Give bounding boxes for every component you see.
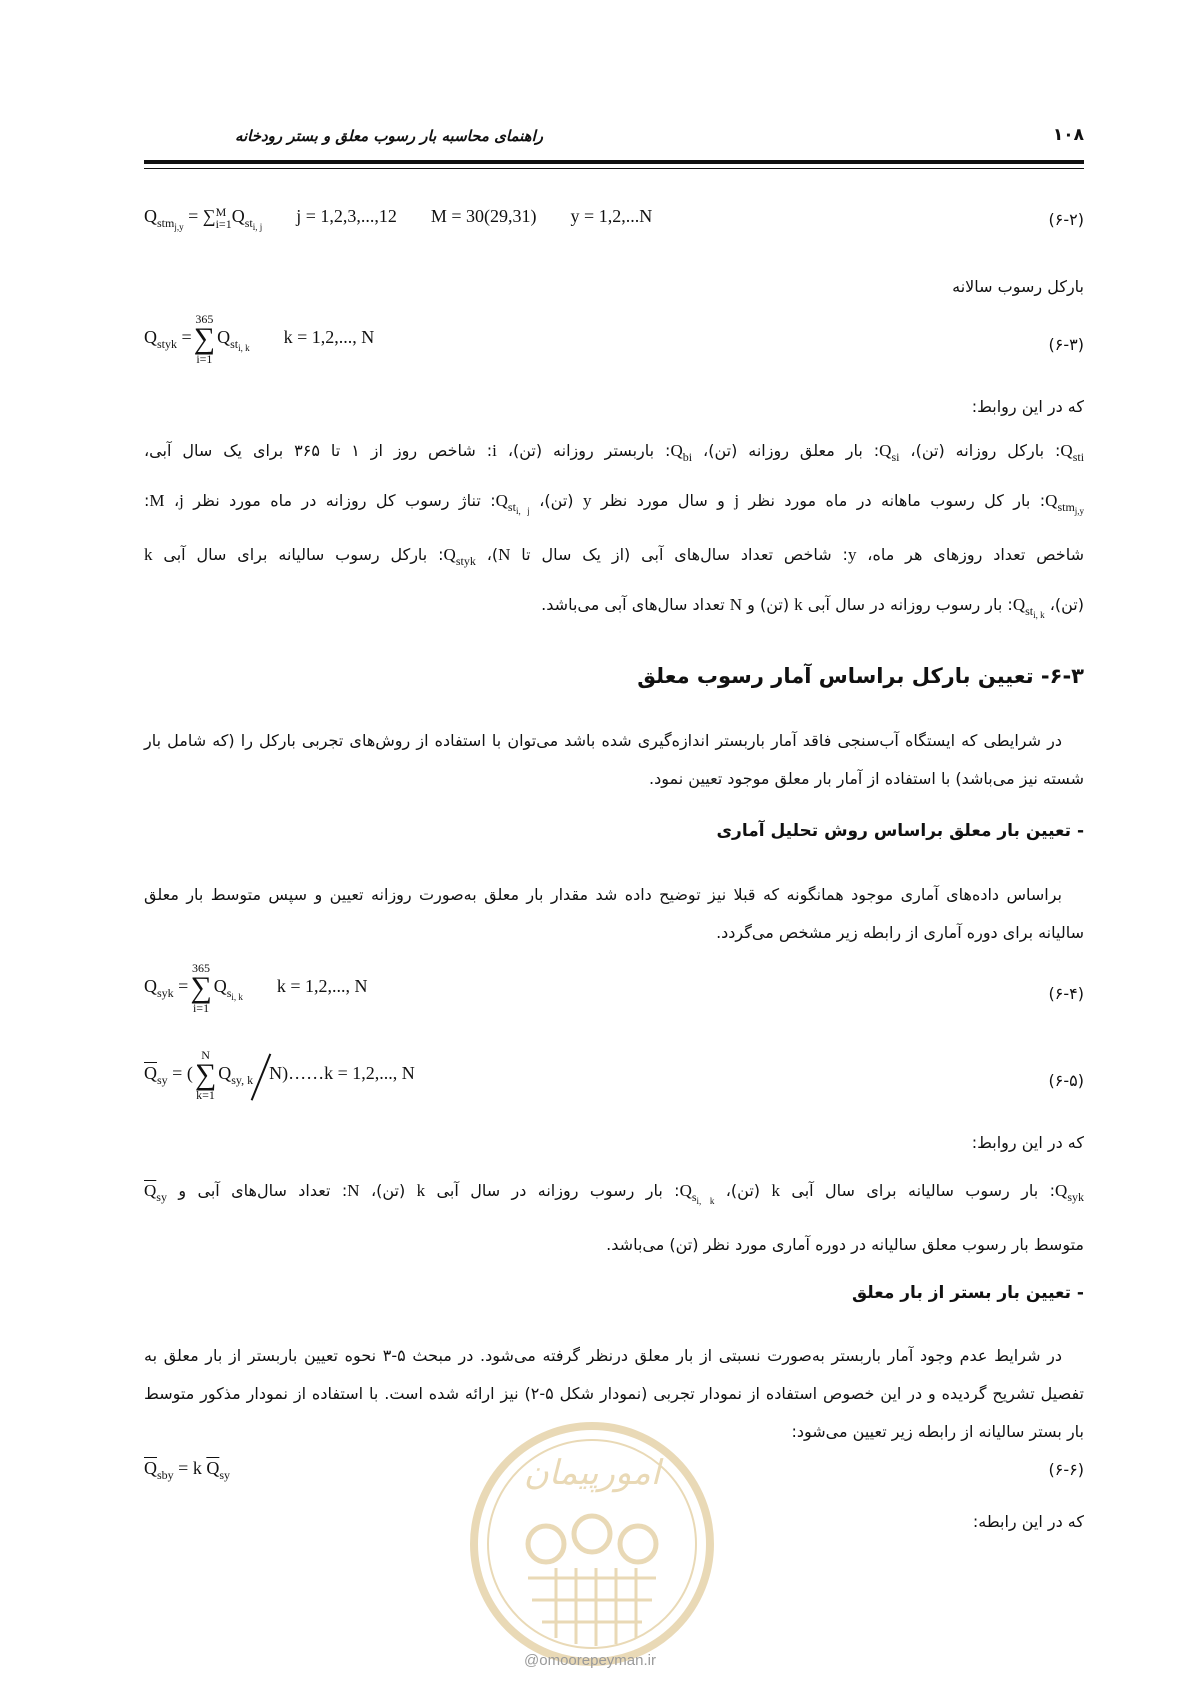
def-qbi-text: : باربستر روزانه (تن)، <box>496 441 671 460</box>
eq2-lhs-subsub: j,y <box>174 222 184 233</box>
def-qst-subsub: i, j <box>515 506 530 516</box>
subheading-suspended-load: - تعیین بار معلق براساس روش تحلیل آماری <box>716 821 1084 841</box>
eq2-upper-limit: M <box>215 205 227 219</box>
def2-k-symbol: k <box>771 1181 780 1200</box>
eq3-lower-limit: i=1 <box>196 352 213 366</box>
def2-qs-symbol: Q <box>679 1181 692 1200</box>
eq3-lhs-symbol: Q <box>144 327 157 348</box>
page-number: ۱۰۸ <box>1052 125 1084 145</box>
watermark-text: امورپیمان <box>523 1453 661 1493</box>
def-k-symbol: k <box>144 545 153 564</box>
def-y2-symbol: y <box>847 545 857 564</box>
def2-qs-sub: s <box>691 1190 697 1204</box>
def-m-colon: : <box>144 491 150 510</box>
def-k2-text: (تن) و <box>742 595 795 614</box>
def2-qsyk-text: : بار رسوب سالیانه برای سال آبی <box>779 1181 1056 1200</box>
def-qstyk-sub: styk <box>455 554 476 568</box>
subheading-bed-load: - تعیین بار بستر از بار معلق <box>851 1283 1084 1303</box>
def2-qs-subsub: i, k <box>696 1196 715 1206</box>
def-y-text: (تن)، <box>529 491 583 510</box>
eq4-term-sub: s <box>226 986 232 1001</box>
eq4-term-symbol: Q <box>213 976 227 997</box>
eq2-term-subsub: i, j <box>252 222 263 233</box>
def-m-text: شاخص تعداد روزهای هر ماه، <box>856 545 1084 564</box>
eq5-term-sub: sy, k <box>231 1073 254 1088</box>
def2-qsy-symbol: $\overline{Q}$ <box>144 1181 157 1200</box>
def-qstik-subsub: i, k <box>1033 610 1045 620</box>
eq3-lhs-sub: styk <box>157 337 178 352</box>
watermark-seal-logo <box>466 1418 718 1670</box>
header-rule-thick <box>144 160 1084 164</box>
def-i-symbol: i <box>492 441 497 460</box>
eq4-sigma-symbol: ∑ <box>190 971 212 1004</box>
eq4-lower-limit: i=1 <box>192 1001 210 1015</box>
def-qstm-sub: stm <box>1057 500 1075 514</box>
eq4-lhs-sub: syk <box>157 986 174 1001</box>
eq4-lhs-symbol: Q <box>144 976 157 997</box>
eq4-term-subsub: i, k <box>231 992 243 1003</box>
eq5-lhs-sub: sy <box>157 1073 168 1088</box>
eq3-sigma <box>194 313 215 365</box>
eq2-term-symbol: Q <box>231 206 245 227</box>
equation-6-6-math <box>144 1458 230 1483</box>
eq4-upper-limit: 365 <box>192 961 211 975</box>
definitions-block-1 <box>144 432 1084 634</box>
definitions-1-line-3 <box>144 536 1084 580</box>
definitions-1-line-4 <box>144 586 1084 634</box>
eq5-lower-limit: k=1 <box>196 1088 215 1102</box>
eq6-term-symbol: $\overline{Q}$ <box>206 1458 220 1478</box>
section-heading <box>144 664 1084 688</box>
section-title: تعیین بارکل براساس آمار رسوب معلق <box>637 664 1041 688</box>
eq3-upper-limit: 365 <box>195 312 214 326</box>
def2-qsyk-sub: syk <box>1067 1190 1084 1204</box>
def-k2-symbol: k <box>794 595 803 614</box>
eq5-upper-limit: N <box>201 1048 210 1062</box>
paragraph-1: در شرایطی که ایستگاه آب‌سنجی فاقد آمار باربستر اندازه‌گیری شده باشد می‌توان با استفاده از روش‌های تجربی بارکل را (که شامل بار شسته نیز می‌باشد) با استفاده از آمار بار معلق موجود تعیین نمود. <box>144 731 1084 788</box>
where-label-3: که در این رابطه: <box>972 1512 1084 1531</box>
def2-n-symbol: N <box>347 1181 360 1200</box>
def2-k-text: (تن)، <box>714 1181 772 1200</box>
equation-6-2-number: (۶-۲) <box>1048 210 1084 229</box>
def-qsi-symbol: Q <box>879 441 892 460</box>
def2-k2-text: (تن)، <box>359 1181 417 1200</box>
eq2-lower-limit: i=1 <box>215 217 232 231</box>
definitions-2-line-1 <box>144 1172 1084 1220</box>
def-qstik-symbol: Q <box>1012 595 1026 614</box>
eq3-term-sub: st <box>230 337 239 352</box>
def-n2-symbol: N <box>729 595 743 614</box>
eq3-term-symbol: Q <box>217 327 231 348</box>
eq3-range: k = 1,2,..., N <box>283 327 375 348</box>
def-separator: ، <box>164 491 180 510</box>
paragraph-2: براساس داده‌های آماری موجود همانگونه که قبلا نیز توضیح داده شد مقدار بار معلق به‌صورت روزانه تعیین و سپس متوسط بار معلق سالیانه برای دوره آماری از رابطه زیر مشخص می‌گردد. <box>144 885 1084 942</box>
def-qstik-text: : بار رسوب روزانه در سال آبی <box>802 595 1013 614</box>
eq4-sigma <box>190 962 211 1014</box>
eq5-equals: = ( <box>167 1063 193 1084</box>
def2-qs-text: : بار رسوب روزانه در سال آبی <box>425 1181 680 1200</box>
def2-n-text: : تعداد سال‌های آبی و <box>166 1181 348 1200</box>
def-m-symbol: M <box>149 491 165 510</box>
eq5-division-slash <box>253 1052 269 1098</box>
eq6-rhs: = k <box>173 1458 207 1478</box>
def2-qsy-sub: sy <box>156 1190 167 1204</box>
equation-6-2-math <box>144 206 652 232</box>
eq2-range-y: y = 1,2,...N <box>570 206 653 227</box>
eq2-lhs-symbol: Q <box>144 206 157 227</box>
eq4-range: k = 1,2,..., N <box>276 976 368 997</box>
def-qst-symbol: Q <box>495 491 508 510</box>
eq3-term-subsub: i, k <box>238 343 250 354</box>
definitions-1-line-1 <box>144 432 1084 476</box>
eq5-sigma-symbol: ∑ <box>194 1058 217 1091</box>
eq6-lhs-symbol: $\overline{Q}$ <box>144 1458 157 1478</box>
def-qst-sub: st <box>507 500 516 514</box>
def-qst-text: : تناژ رسوب کل روزانه در ماه مورد نظر <box>183 491 496 510</box>
def-qsti-text: : بارکل روزانه (تن)، <box>899 441 1061 460</box>
eq5-tail: N)……k = 1,2,..., N <box>269 1063 415 1084</box>
def-n2-text: تعداد سال‌های آبی می‌باشد. <box>541 595 730 614</box>
def-qstm-text: : بار کل رسوب ماهانه در ماه مورد نظر <box>739 491 1046 510</box>
def-qsi-text: : بار معلق روزانه (تن)، <box>692 441 880 460</box>
eq5-sigma <box>195 1049 216 1101</box>
eq2-range-m: M = 30(29,31) <box>430 206 537 227</box>
def-qstik-sub: st <box>1025 604 1034 618</box>
annual-load-label: بارکل رسوب سالانه <box>952 277 1084 296</box>
paragraph-3: در شرایط عدم وجود آمار باربستر به‌صورت نسبتی از بار معلق درنظر گرفته می‌شود. در مبحث ۵-۳ نحوه تعیین باربستر از بار معلق به تفصیل تشریح گردیده و در این خصوص استفاده از نمودار تجربی (نمودار شکل ۵-۲) نیز ارائه شده است. با استفاده از نمودار مذکور متوسط بار بستر سالیانه از رابطه زیر تعیین می‌شود: <box>144 1346 1085 1441</box>
equation-6-4 <box>144 962 1084 1022</box>
watermark-url: @omoorepeyman.ir <box>524 1652 656 1669</box>
equation-6-5 <box>144 1049 1084 1109</box>
def-qsti-symbol: Q <box>1060 441 1073 460</box>
equation-6-4-math <box>144 962 368 1014</box>
equation-6-3 <box>144 313 1084 373</box>
eq3-sigma-symbol: ∑ <box>193 322 216 355</box>
equation-6-3-number: (۶-۳) <box>1048 335 1084 354</box>
eq5-term-symbol: Q <box>218 1063 232 1084</box>
equation-6-4-number: (۶-۴) <box>1048 984 1084 1003</box>
eq5-lhs-symbol: $\overline{Q}$ <box>144 1063 157 1084</box>
definitions-2-line-2: متوسط بار رسوب معلق سالیانه در دوره آماری مورد نظر (تن) می‌باشد. <box>606 1235 1084 1254</box>
running-header-title: راهنمای محاسبه بار رسوب معلق و بستر رودخانه <box>234 127 543 145</box>
definitions-block-2 <box>144 1172 1084 1264</box>
def-qbi-sub: bi <box>682 450 693 464</box>
definitions-1-line-2 <box>144 482 1084 530</box>
where-label-2: که در این روابط: <box>971 1133 1084 1152</box>
equation-6-2 <box>144 198 1084 258</box>
where-label-1: که در این روابط: <box>971 397 1084 416</box>
def-qstm-symbol: Q <box>1045 491 1058 510</box>
eq3-equals: = <box>177 327 192 348</box>
def2-k2-symbol: k <box>416 1181 426 1200</box>
section-number: ۶-۳- <box>1040 664 1084 688</box>
equation-6-6-number: (۶-۶) <box>1048 1460 1084 1479</box>
def-qstyk-text: : بارکل رسوب سالیانه برای سال آبی <box>152 545 444 564</box>
def-y2-text: : شاخص تعداد سال‌های آبی (از یک سال تا <box>510 545 848 564</box>
eq2-range-j: j = 1,2,3,...,12 <box>296 206 397 227</box>
def-qsi-sub: si <box>891 450 900 464</box>
def-qbi-symbol: Q <box>670 441 683 460</box>
def-qstyk-symbol: Q <box>443 545 456 564</box>
eq6-lhs-sub: sby <box>157 1468 174 1482</box>
equation-6-5-math <box>144 1049 415 1101</box>
def-n-close: )، <box>475 545 499 564</box>
eq4-equals: = <box>173 976 189 997</box>
header-rule-thin <box>144 168 1084 169</box>
def-j-symbol: j <box>734 491 740 510</box>
def-i-text: : شاخص روز از ۱ تا ۳۶۵ برای یک سال آبی، <box>144 441 493 460</box>
def2-qsyk-symbol: Q <box>1055 1181 1068 1200</box>
def-qstm-subsub: j,y <box>1074 506 1085 516</box>
equation-6-5-number: (۶-۵) <box>1048 1071 1084 1090</box>
def-qsti-sub: sti <box>1072 450 1085 464</box>
def-j-text: و سال مورد نظر <box>591 491 735 510</box>
def-ton-text: (تن)، <box>1044 595 1084 614</box>
def-j2-symbol: j <box>179 491 184 510</box>
def-y-symbol: y <box>582 491 592 510</box>
eq2-equals-sum: = ∑ <box>183 206 216 227</box>
def-n-symbol: N <box>498 545 511 564</box>
eq2-lhs-sub: stm <box>157 216 175 231</box>
equation-6-3-math <box>144 313 374 365</box>
eq6-term-sub: sy <box>219 1468 230 1482</box>
eq2-term-sub: st <box>244 216 253 231</box>
